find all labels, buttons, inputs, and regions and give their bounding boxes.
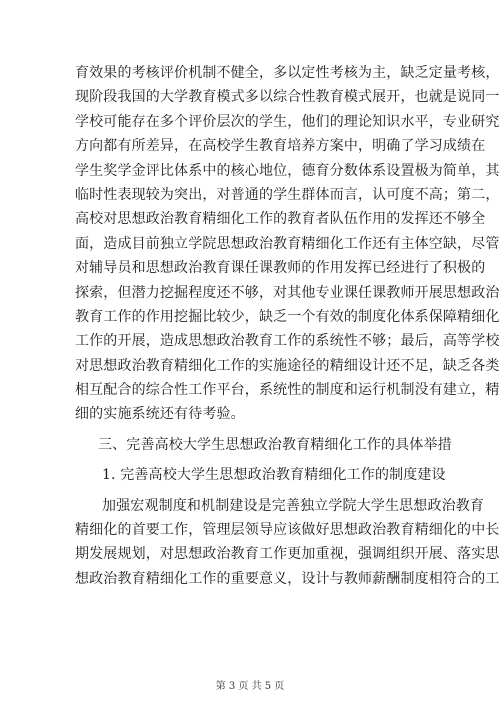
text-line: 学生奖学金评比体系中的核心地位，德育分数体系设置极为简单，其 [75,162,500,179]
text-line: 高校对思想政治教育精细化工作的教育者队伍作用的发挥还不够全 [75,211,486,228]
page-footer [0,677,500,692]
text-line: 现阶段我国的大学教育模式多以综合性教育模式展开，也就是说同一 [75,89,500,106]
text-line: 临时性表现较为突出，对普通的学生群体而言，认可度不高；第二， [75,186,500,203]
text-line: 面，造成目前独立学院思想政治教育精细化工作还有主体空缺，尽管 [75,235,500,252]
text-line: 想政治教育精细化工作的重要意义，设计与教师薪酬制度相符合的工 [75,570,500,587]
text-line: 相互配合的综合性工作平台，系统性的制度和运行机制没有建立，精 [75,382,500,399]
page-number: 第 3 页 共 5 页 [215,681,285,692]
text-line: 学校可能存在多个评价层次的学生，他们的理论知识水平，专业研究 [75,113,500,130]
text-line: 工作的开展，造成思想政治教育工作的系统性不够；最后，高等学校 [75,333,500,350]
subsection-heading: 1. 完善高校大学生思想政治教育精细化工作的制度建设 [102,467,446,484]
text-line: 对辅导员和思想政治教育课任课教师的作用发挥已经进行了积极的 [75,260,486,277]
section-heading: 三、完善高校大学生思想政治教育精细化工作的具体举措 [98,436,452,453]
body-text [75,61,500,591]
text-line: 教育工作的作用挖掘比较少，缺乏一个有效的制度化体系保障精细化 [75,308,500,325]
text-line: 精细化的首要工作，管理层领导应该做好思想政治教育精细化的中长 [75,522,500,539]
text-line: 方向都有所差异，在高校学生教育培养方案中，明确了学习成绩在 [75,138,486,155]
text-line: 育效果的考核评价机制不健全，多以定性考核为主，缺乏定量考核， [75,65,500,81]
text-line: 对思想政治教育精细化工作的实施途径的精细设计还不足，缺乏各类 [75,357,500,374]
text-line: 期发展规划，对思想政治教育工作更加重视，强调组织开展、落实思 [75,546,500,563]
paragraph [75,494,500,592]
paragraph [75,61,500,427]
text-line: 加强宏观制度和机制建设是完善独立学院大学生思想政治教育 [102,497,485,514]
text-line: 细的实施系统还有待考验。 [75,406,245,423]
text-line: 探索，但潜力挖掘程度还不够，对其他专业课任课教师开展思想政治 [75,284,500,301]
